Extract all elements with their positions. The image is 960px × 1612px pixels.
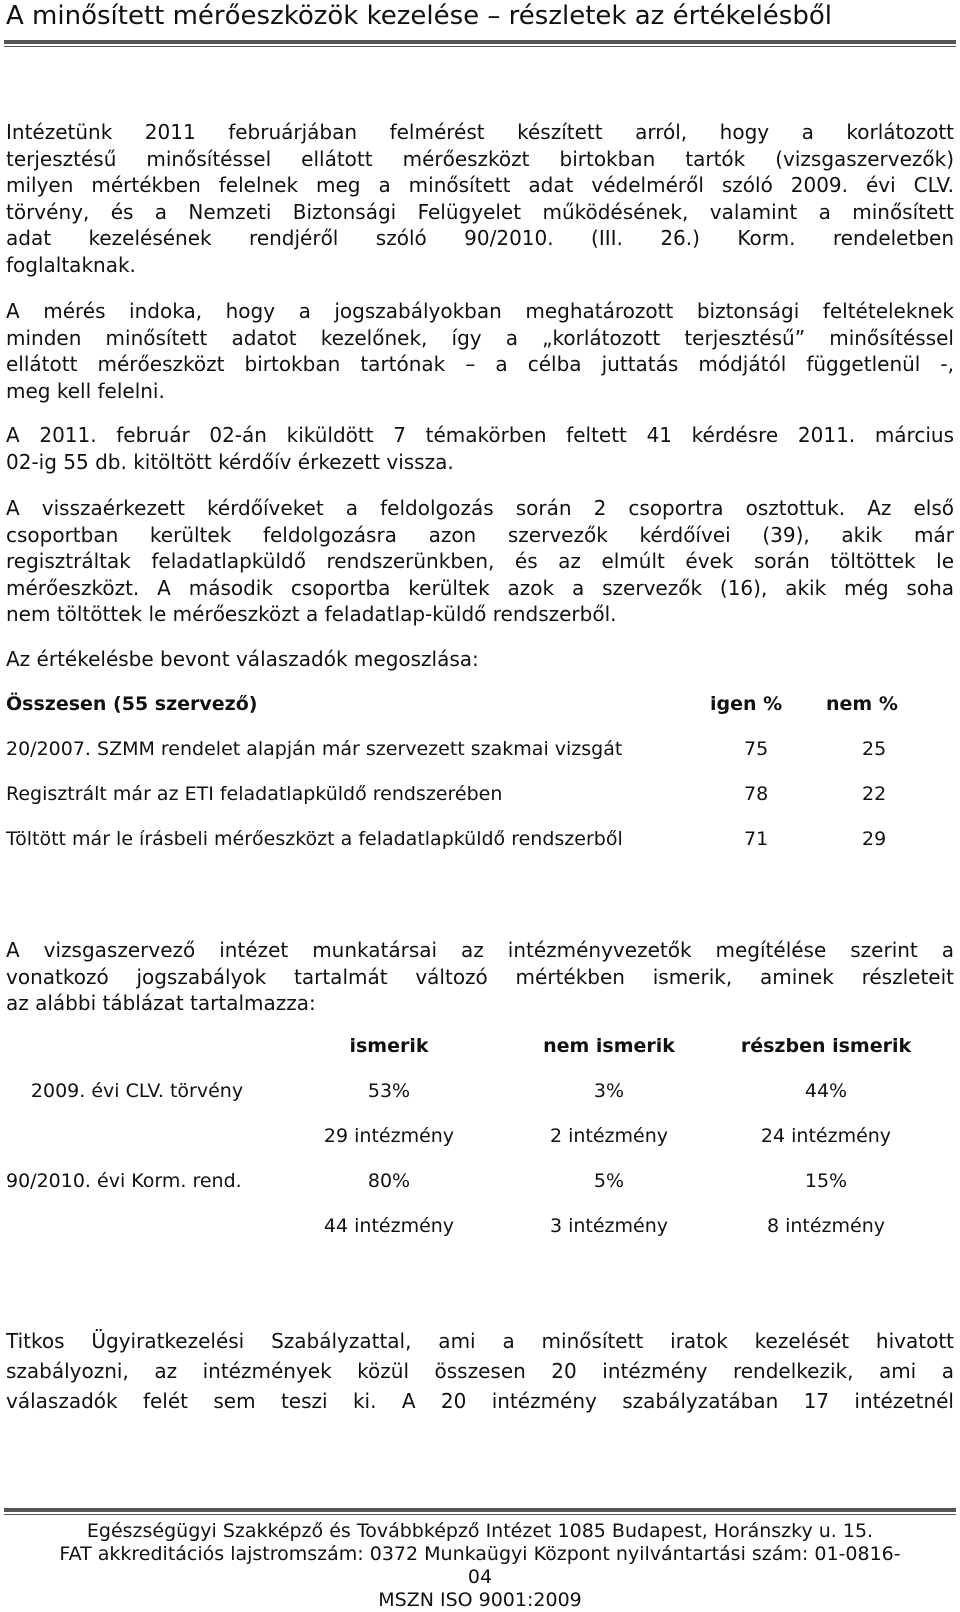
knowledge-table (6, 1035, 946, 1260)
text-line: Titkos Ügyiratkezelési Szabályzattal, ami a minősített iratok kezelését hivatott (6, 1329, 954, 1353)
paragraph-regulation (6, 1326, 954, 1416)
table-cell: 2009. évi CLV. törvény (30, 1080, 244, 1102)
text-line: nem töltöttek le mérőeszközt a feladatlap-küldő rendszerből. (6, 602, 617, 626)
footer-rule (4, 1508, 956, 1512)
table-cell: 3% (593, 1080, 625, 1102)
text-line: szabályozni, az intézmények közül összesen 20 intézmény rendelkezik, ami a (6, 1359, 954, 1383)
table-cell: 44 intézmény (323, 1215, 455, 1237)
text-line: 02-ig 55 db. kitöltött kérdőív érkezett vissza. (6, 449, 454, 474)
text-line: A mérés indoka, hogy a jogszabályokban meghatározott biztonsági feltételeknek (6, 299, 954, 323)
table-cell: 29 intézmény (323, 1125, 455, 1147)
text-line: adat kezelésének rendjéről szóló 90/2010. (III. 26.) Korm. rendeletben (6, 226, 954, 250)
footer-line: FAT akkreditációs lajstromszám: 0372 Munkaügyi Központ nyilvántartási szám: 01-0816- (59, 1543, 901, 1565)
table-row (6, 1215, 946, 1260)
table-cell: 24 intézmény (760, 1125, 892, 1147)
paragraph-knowledge (6, 937, 954, 1017)
table-cell: 3 intézmény (549, 1215, 669, 1237)
table-header: nem % (826, 693, 898, 715)
table-cell: 2 intézmény (549, 1125, 669, 1147)
table-header: igen % (710, 693, 783, 715)
header-rule (4, 40, 956, 44)
text-line: foglaltaknak. (6, 252, 136, 277)
text-line: minden minősített adatot kezelőnek, így a „korlátozott terjesztésű” minősítéssel (6, 325, 954, 350)
text-line: mérőeszközt. A második csoportba kerültek azok a szervezők (16), akik még soha (6, 575, 954, 600)
paragraph-groups (6, 495, 954, 628)
text-line: terjesztésű minősítéssel ellátott mérőeszközt birtokban tartók (vizsgaszervezők) (6, 146, 954, 171)
text-line: milyen mértékben felelnek meg a minősített adat védelméről szóló 2009. évi CLV. (6, 173, 954, 197)
table-cell: Töltött már le írásbeli mérőeszközt a feladatlapküldő rendszerből (6, 828, 623, 850)
table-row (6, 1080, 946, 1125)
table-cell: 53% (367, 1080, 411, 1102)
table-cell: 80% (367, 1170, 411, 1192)
footer-line: Egészségügyi Szakképző és Továbbképző Intézet 1085 Budapest, Horánszky u. 15. (86, 1520, 874, 1542)
text-line: A vizsgaszervező intézet munkatársai az intézményvezetők megítélése szerint a (6, 938, 954, 962)
table-header-row (6, 1035, 946, 1080)
table-row (6, 1125, 946, 1170)
table-row (6, 783, 946, 828)
table-cell: 29 (862, 828, 887, 850)
table-header-row (6, 693, 946, 738)
table-cell: 20/2007. SZMM rendelet alapján már szervezett szakmai vizsgát (6, 738, 623, 760)
footer-rule-thin (4, 1514, 956, 1515)
footer-line: 04 (467, 1566, 493, 1588)
table-cell: 22 (862, 783, 887, 805)
paragraph-survey (6, 422, 954, 475)
table-cell: 15% (804, 1170, 848, 1192)
table-row (6, 828, 946, 873)
paragraph-distribution (6, 646, 954, 673)
table-row (6, 1170, 946, 1215)
text-line: vonatkozó jogszabályok tartalmát változó mértékben ismerik, aminek részleteit (6, 964, 954, 989)
text-line: az alábbi táblázat tartalmazza: (6, 991, 316, 1015)
page-footer (0, 1520, 960, 1612)
table-header: részben ismerik (740, 1035, 912, 1057)
table-header: Összesen (55 szervező) (6, 693, 258, 715)
table-row (6, 738, 946, 783)
paragraph-reason (6, 298, 954, 404)
table-cell: 90/2010. évi Korm. rend. (6, 1170, 242, 1192)
text-line: A 2011. február 02-án kiküldött 7 témakörben feltett 41 kérdésre 2011. március (6, 423, 954, 447)
text-line: meg kell felelni. (6, 378, 165, 403)
text-line: Intézetünk 2011 februárjában felmérést készített arról, hogy a korlátozott (6, 120, 954, 144)
table-cell: 71 (744, 828, 769, 850)
respondents-table (6, 693, 946, 873)
text-line: regisztráltak feladatlapküldő rendszerünkben, és az elmúlt évek során töltöttek le (6, 549, 954, 573)
page-title: A minősített mérőeszközök kezelése – részletek az értékelésből (6, 1, 832, 31)
table-header: nem ismerik (543, 1035, 675, 1057)
table-cell: Regisztrált már az ETI feladatlapküldő rendszerében (6, 783, 503, 805)
paragraph-intro (6, 119, 954, 278)
table-cell: 78 (744, 783, 769, 805)
table-cell: 75 (744, 738, 769, 760)
table-cell: 44% (804, 1080, 848, 1102)
table-cell: 25 (862, 738, 887, 760)
header-rule-thin (4, 46, 956, 47)
text-line: törvény, és a Nemzeti Biztonsági Felügyelet működésének, valamint a minősített (6, 199, 954, 224)
table-cell: 5% (593, 1170, 625, 1192)
table-header: ismerik (349, 1035, 429, 1057)
text-line: A visszaérkezett kérdőíveket a feldolgozás során 2 csoportra osztottuk. Az első (6, 496, 954, 520)
table-cell: 8 intézmény (766, 1215, 886, 1237)
text-line: Az értékelésbe bevont válaszadók megoszlása: (6, 647, 479, 671)
text-line: csoportban kerültek feldolgozásra azon szervezők kérdőívei (39), akik már (6, 522, 954, 547)
footer-line: MSZN ISO 9001:2009 (378, 1589, 582, 1611)
text-line: válaszadók felét sem teszi ki. A 20 intézmény szabályzatában 17 intézetnél (6, 1389, 954, 1413)
text-line: ellátott mérőeszközt birtokban tartónak – a célba juttatás módjától függetlenül -, (6, 352, 954, 376)
